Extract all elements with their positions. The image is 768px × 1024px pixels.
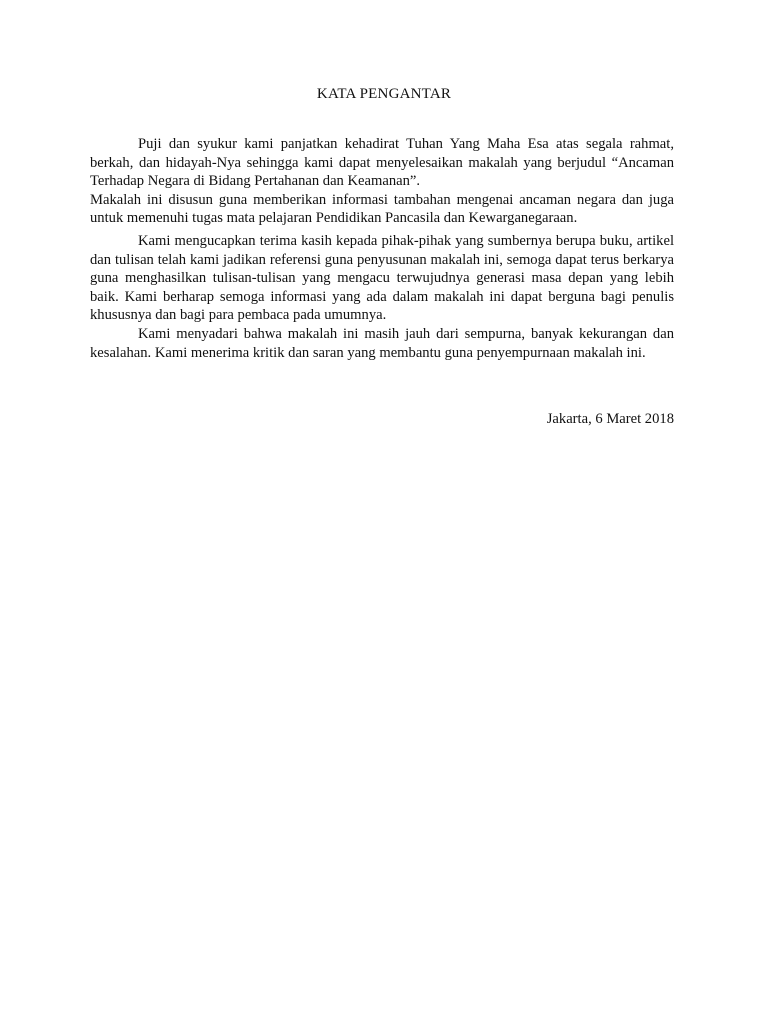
paragraph-purpose: Makalah ini disusun guna memberikan informasi tambahan mengenai ancaman negara dan juga untuk memenuhi tugas mata pelajaran Pendidikan Pancasila dan Kewarganegaraan. bbox=[90, 191, 674, 227]
paragraph-closing: Kami menyadari bahwa makalah ini masih jauh dari sempurna, banyak kekurangan dan kesalahan. Kami menerima kritik dan saran yang membantu guna penyempurnaan makalah ini. bbox=[90, 325, 674, 361]
document-body bbox=[90, 135, 674, 362]
paragraph-thanks: Kami mengucapkan terima kasih kepada pihak-pihak yang sumbernya berupa buku, artikel dan tulisan telah kami jadikan referensi guna penyusunan makalah ini, semoga dapat terus berkarya guna menghasilkan tulisan-tulisan yang mengacu terwujudnya generasi masa depan yang lebih baik. Kami berharap semoga informasi yang ada dalam makalah ini dapat berguna bagi penulis khususnya dan bagi para pembaca pada umumnya. bbox=[90, 232, 674, 324]
place-date-signoff: Jakarta, 6 Maret 2018 bbox=[546, 411, 674, 427]
paragraph-opening: Puji dan syukur kami panjatkan kehadirat Tuhan Yang Maha Esa atas segala rahmat, berkah, dan hidayah-Nya sehingga kami dapat menyelesaikan makalah yang berjudul “Ancaman Terhadap Negara di Bidang Pertahanan dan Keamanan”. bbox=[90, 136, 674, 190]
document-title: KATA PENGANTAR bbox=[316, 86, 452, 102]
